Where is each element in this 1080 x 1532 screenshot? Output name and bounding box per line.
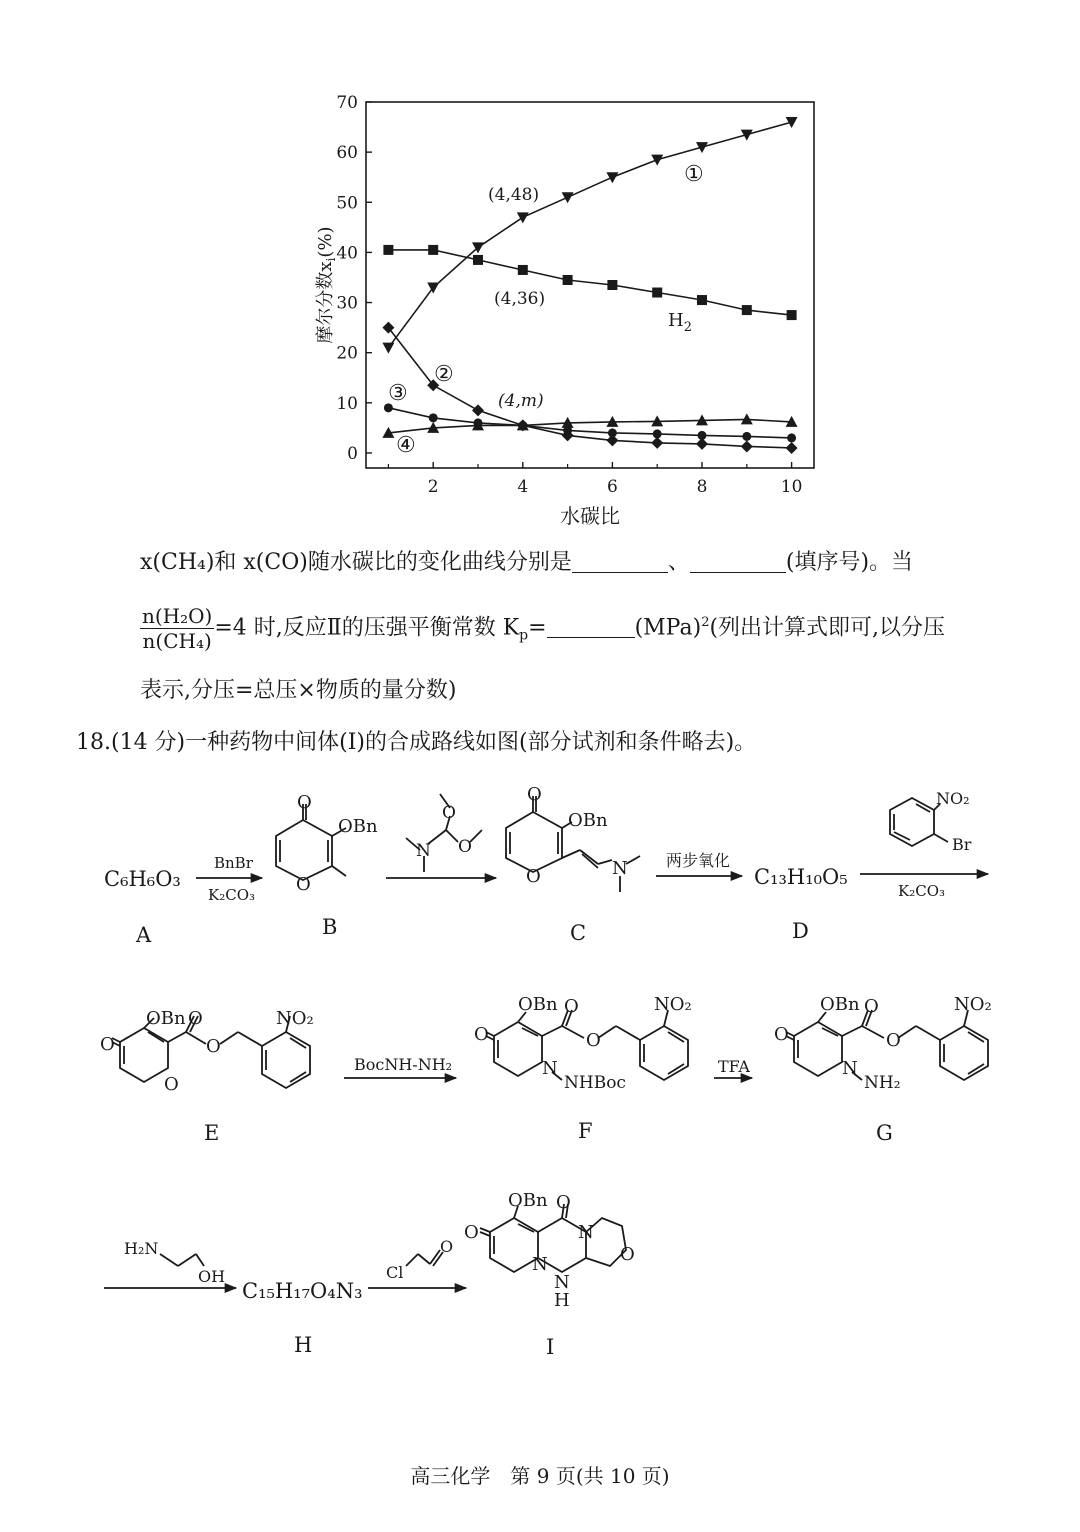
reagent-cl: Cl — [386, 1263, 404, 1282]
data-point — [742, 432, 751, 441]
data-point — [382, 343, 394, 354]
x-tick-label: 10 — [780, 477, 803, 497]
data-point — [651, 437, 663, 449]
reagent-br: Br — [952, 835, 972, 854]
data-point — [787, 433, 796, 442]
label-i: I — [546, 1335, 555, 1359]
e-ring-o: O — [164, 1074, 179, 1095]
data-point — [741, 440, 753, 452]
c-n: N — [612, 858, 628, 879]
dmfdma-o2: O — [458, 837, 472, 857]
series-line-1 — [388, 250, 791, 315]
label-f: F — [578, 1119, 593, 1143]
label-h: H — [294, 1333, 313, 1357]
mole-fraction-chart — [0, 0, 1080, 540]
data-point — [651, 155, 663, 166]
label-a: A — [136, 923, 152, 947]
data-point — [562, 192, 574, 203]
i-carbonyl-o: O — [556, 1192, 571, 1213]
page-footer: 高三化学 第 9 页(共 10 页) — [410, 1464, 670, 1488]
data-point — [428, 245, 438, 255]
y-tick-label: 0 — [347, 443, 358, 464]
f-ketone-o: O — [474, 1024, 489, 1045]
series-line-0 — [388, 122, 791, 348]
g-carbonyl-o: O — [864, 996, 879, 1017]
g-no2: NO₂ — [954, 994, 992, 1015]
y-tick-label: 20 — [336, 343, 358, 364]
annotation-4-36: (4,36) — [494, 289, 546, 309]
y-tick-label: 70 — [336, 93, 358, 113]
data-point — [652, 288, 662, 298]
i-ketone-o: O — [464, 1222, 479, 1243]
data-point — [742, 305, 752, 315]
dmfdma-n: N — [416, 841, 431, 861]
data-point — [383, 245, 393, 255]
formula-a: C₆H₆O₃ — [104, 867, 181, 891]
i-n2: N — [578, 1222, 594, 1243]
series-label-1: ① — [684, 162, 704, 187]
series-label-3: ③ — [388, 381, 408, 406]
compound-i-structure — [480, 1204, 626, 1272]
f-no2: NO₂ — [654, 994, 692, 1015]
reagent-k2co3-2: K₂CO₃ — [898, 882, 946, 900]
q18-title: 18.(14 分)一种药物中间体(Ⅰ)的合成路线如图(部分试剂和条件略去)。 — [76, 730, 757, 755]
data-point — [606, 172, 618, 183]
g-ketone-o: O — [774, 1024, 789, 1045]
data-point — [608, 428, 617, 437]
series-line-2 — [388, 328, 791, 448]
reagent-bnbr: BnBr — [214, 854, 253, 872]
f-nhboc: NHBoc — [564, 1073, 626, 1093]
data-point — [698, 431, 707, 440]
q17-line-1: x(CH₄)和 x(CO)随水碳比的变化曲线分别是 、 (填序号)。当 — [140, 550, 914, 575]
series-label-h2: $H_2$ — [668, 310, 692, 335]
data-point — [518, 265, 528, 275]
label-d: D — [792, 919, 809, 943]
y-tick-label: 60 — [336, 143, 358, 164]
data-point — [517, 212, 529, 223]
c-obn: OBn — [568, 810, 608, 831]
g-n: N — [842, 1058, 858, 1079]
g-ester-o: O — [886, 1030, 901, 1051]
series-label-4: ④ — [396, 433, 416, 458]
label-c: C — [570, 921, 587, 945]
e-ketone-o: O — [100, 1034, 115, 1055]
label-g: G — [876, 1121, 893, 1145]
water-carbon-fraction: $\frac{\text{n(H₂O)}}{\text{n(CH₄)}}$ — [142, 603, 213, 653]
chloroacetaldehyde-structure — [406, 1250, 443, 1266]
e-obn: OBn — [146, 1008, 186, 1029]
ethanolamine-structure — [160, 1254, 204, 1266]
reagent-no2: NO₂ — [936, 789, 970, 808]
data-point — [472, 404, 484, 416]
data-point — [697, 295, 707, 305]
g-obn: OBn — [820, 994, 860, 1015]
data-point — [563, 275, 573, 285]
data-point — [429, 413, 438, 422]
label-e: E — [204, 1121, 220, 1145]
i-nh-n: N — [554, 1272, 570, 1293]
annotation-4-m: (4,m) — [498, 391, 544, 411]
data-point — [786, 442, 798, 454]
f-ester-o: O — [586, 1030, 601, 1051]
data-point — [473, 255, 483, 265]
b-obn: OBn — [338, 816, 378, 837]
formula-h: C₁₅H₁₇O₄N₃ — [242, 1279, 363, 1303]
y-tick-label: 40 — [336, 243, 358, 264]
reagent-bocnhnh2: BocNH-NH₂ — [354, 1055, 453, 1074]
reagent-tfa: TFA — [718, 1057, 750, 1076]
x-tick-label: 4 — [517, 477, 529, 497]
x-tick-label: 2 — [427, 477, 439, 497]
x-tick-label: 6 — [606, 477, 618, 497]
reagent-h2n: H₂N — [124, 1239, 159, 1258]
label-b: B — [322, 915, 338, 939]
b-ring-o: O — [296, 874, 311, 895]
c-carbonyl-o: O — [527, 784, 542, 805]
q17-line-2: $\frac{\text{n(H₂O)}}{\text{n(CH₄)}}$ =4 时,反应Ⅱ的压强平衡常数 $K_p= (MPa)^2$(列出计算式即可,以分压 — [142, 603, 946, 653]
y-tick-label: 30 — [336, 293, 358, 314]
i-ring-o: O — [620, 1244, 635, 1265]
reagent-aldehyde-o: O — [440, 1237, 454, 1256]
f-carbonyl-o: O — [564, 996, 579, 1017]
e-no2: NO₂ — [276, 1008, 314, 1029]
q17-line-3: 表示,分压=总压×物质的量分数) — [140, 678, 457, 703]
y-tick-label: 50 — [336, 193, 358, 214]
data-point — [607, 280, 617, 290]
formula-d: C₁₃H₁₀O₅ — [754, 865, 848, 889]
f-obn: OBn — [518, 994, 558, 1015]
i-n1: N — [532, 1254, 548, 1275]
g-nh2: NH₂ — [864, 1073, 901, 1093]
answer-blank-co[interactable] — [690, 550, 786, 573]
i-obn: OBn — [508, 1190, 548, 1211]
reagent-oh: OH — [198, 1267, 226, 1286]
c-ring-o: O — [526, 866, 541, 887]
x-tick-label: 8 — [696, 477, 708, 497]
data-point — [653, 429, 662, 438]
f-n: N — [542, 1058, 558, 1079]
answer-blank-kp[interactable] — [547, 615, 635, 638]
data-point — [787, 310, 797, 320]
dmfdma-o1: O — [442, 803, 456, 823]
reagent-two-step-oxidation: 两步氧化 — [666, 851, 731, 870]
x-axis-label: 水碳比 — [560, 504, 620, 528]
reagent-k2co3-1: K₂CO₃ — [208, 886, 256, 904]
y-tick-label: 10 — [336, 393, 358, 414]
compound-b-structure — [276, 804, 346, 880]
e-carbonyl-o: O — [188, 1008, 203, 1029]
answer-blank-ch4[interactable] — [572, 550, 668, 573]
series-label-2: ② — [434, 362, 454, 387]
i-nh-h: H — [554, 1290, 570, 1311]
e-ester-o: O — [206, 1036, 221, 1057]
synthesis-scheme — [0, 760, 1080, 1380]
annotation-4-48: (4,48) — [488, 185, 540, 205]
b-carbonyl-o: O — [297, 792, 312, 813]
y-axis-label: 摩尔分数$x_i(\%)$ — [315, 226, 338, 344]
